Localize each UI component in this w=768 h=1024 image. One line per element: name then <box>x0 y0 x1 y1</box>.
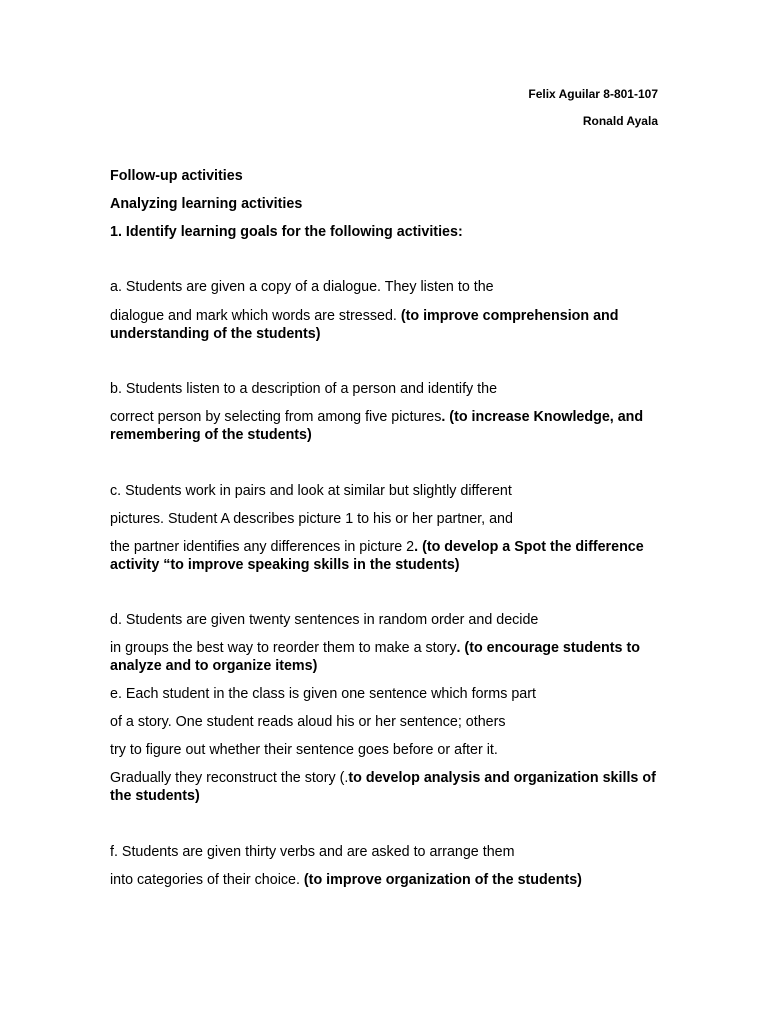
item-f-goal: (to improve organization of the students) <box>303 872 582 888</box>
item-e-goal: to develop analysis and organization skills of the students) <box>110 770 656 804</box>
item-d-line-1: d. Students are given twenty sentences in random order and decide <box>110 612 539 628</box>
author-line-1: Felix Aguilar 8-801-107 <box>528 87 658 101</box>
item-c-line-1: c. Students work in pairs and look at similar but slightly different <box>110 483 512 499</box>
item-e-line-3: try to figure out whether their sentence goes before or after it. <box>110 742 498 758</box>
item-e-line-4: Gradually they reconstruct the story (. <box>110 770 349 786</box>
item-d-paragraph <box>110 639 670 675</box>
item-a-paragraph <box>110 307 670 343</box>
item-a-line-2: dialogue and mark which words are stressed. <box>110 308 401 324</box>
item-c-goal: . (to develop a Spot the difference activity “to improve speaking skills in the students) <box>110 539 644 573</box>
item-b-line-2: correct person by selecting from among five pictures <box>110 409 442 425</box>
item-b-goal: . (to increase Knowledge, and remembering of the students) <box>110 409 644 443</box>
author-line-2: Ronald Ayala <box>582 114 658 128</box>
item-f-line-1: f. Students are given thirty verbs and are asked to arrange them <box>110 844 515 860</box>
item-a-goal: (to improve comprehension and understanding of the students) <box>110 308 619 342</box>
item-b-line-1: b. Students listen to a description of a person and identify the <box>110 381 498 397</box>
item-c-paragraph <box>110 538 670 574</box>
item-c-line-3: the partner identifies any differences in picture 2 <box>110 539 415 555</box>
item-f-line-2: into categories of their choice. <box>110 872 304 888</box>
heading-follow-up: Follow-up activities <box>110 168 243 184</box>
item-e-line-1: e. Each student in the class is given one sentence which forms part <box>110 686 536 702</box>
item-c-line-2: pictures. Student A describes picture 1 to his or her partner, and <box>110 511 513 527</box>
item-a-line-1: a. Students are given a copy of a dialogue. They listen to the <box>110 279 494 295</box>
item-d-line-2: in groups the best way to reorder them to make a story <box>110 640 457 656</box>
item-f-paragraph <box>110 871 670 889</box>
item-e-paragraph <box>110 769 670 805</box>
item-e-line-2: of a story. One student reads aloud his or her sentence; others <box>110 714 506 730</box>
item-b-paragraph <box>110 408 670 444</box>
item-d-goal: . (to encourage students to analyze and to organize items) <box>110 640 640 674</box>
heading-analyzing: Analyzing learning activities <box>110 196 303 212</box>
question-1: 1. Identify learning goals for the following activities: <box>110 224 463 240</box>
